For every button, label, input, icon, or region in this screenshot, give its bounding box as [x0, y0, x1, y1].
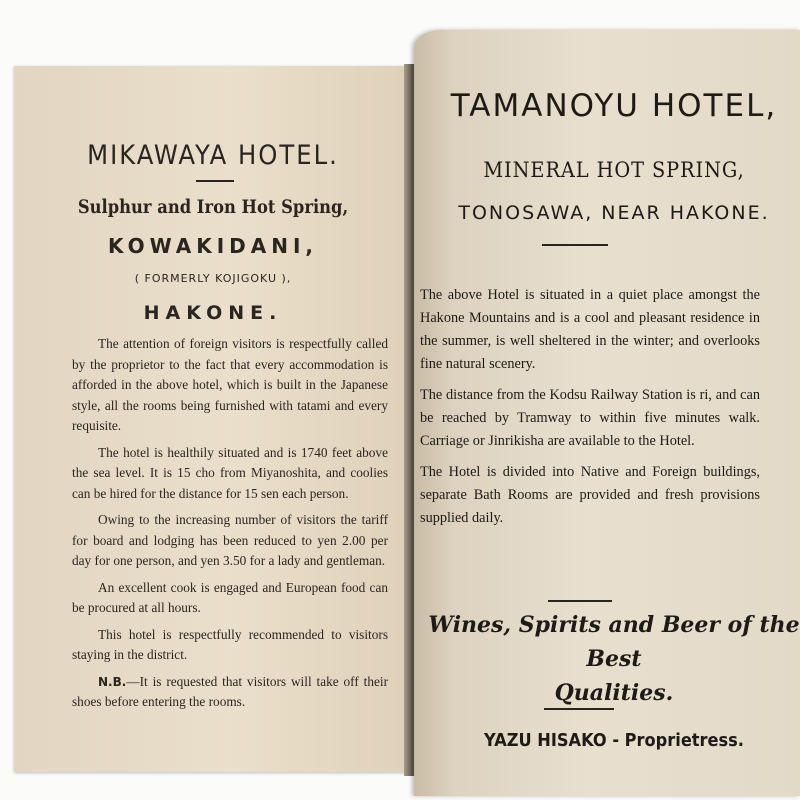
left-page: [14, 66, 412, 772]
wines-line-1: Wines, Spirits and Beer of the Best: [428, 612, 800, 672]
page-title: TAMANOYU HOTEL,: [450, 88, 778, 124]
wines-line-2: Qualities.: [554, 680, 674, 706]
proprietress-line: YAZU HISAKO - Proprietress.: [484, 730, 744, 751]
nb-label: N.B.: [98, 674, 127, 689]
paragraph: Owing to the increasing number of visitors the tariff for board and lodging has been reduced to yen 2.00 per day for one person, and yen 3.50 for a lady and gentleman.: [72, 512, 388, 568]
former-name: ( FORMERLY KOJIGOKU ),: [134, 272, 292, 285]
paragraph: The distance from the Kodsu Railway Station is ri, and can be reached by Tramway to within five minutes walk. Carriage or Jinrikisha are available to the Hotel.: [420, 387, 760, 449]
divider: [548, 600, 612, 602]
paragraph: The Hotel is divided into Native and Foreign buildings, separate Bath Rooms are provided and fresh provisions supplied daily.: [420, 464, 760, 526]
nb-note: [72, 672, 388, 713]
paragraph: The above Hotel is situated in a quiet place amongst the Hakone Mountains and is a cool and pleasant residence in the summer, is well sheltered in the winter; and overlooks fine natural scenery.: [420, 287, 760, 372]
location: KOWAKIDANI,: [107, 234, 319, 258]
location: TONOSAWA, NEAR HAKONE.: [458, 202, 770, 224]
paragraph: The attention of foreign visitors is respectfully called by the proprietor to the fact that every accommodation is afforded in the above hotel, which is built in the Japanese style, all the rooms being furnished with tatami and every requisite.: [72, 336, 388, 433]
body-text: [420, 284, 760, 538]
divider: [542, 244, 608, 246]
nb-text: —It is requested that visitors will take off their shoes before entering the rooms.: [72, 673, 388, 709]
divider: [544, 708, 614, 710]
wines-line: [414, 608, 800, 710]
right-page: [414, 30, 800, 796]
page-title: MIKAWAYA HOTEL.: [87, 140, 339, 171]
subtitle: Sulphur and Iron Hot Spring,: [77, 196, 349, 218]
paragraph: An excellent cook is engaged and European food can be procured at all hours.: [72, 579, 388, 615]
body-text: [72, 334, 388, 719]
paragraph: The hotel is healthily situated and is 1740 feet above the sea level. It is 15 cho from Miyanoshita, and coolies can be hired for the distance for 15 sen each person.: [72, 444, 388, 501]
subtitle: MINERAL HOT SPRING,: [483, 158, 745, 182]
divider: [196, 180, 234, 182]
region: HAKONE.: [143, 302, 283, 324]
paragraph: This hotel is respectfully recommended to visitors staying in the district.: [72, 626, 388, 662]
